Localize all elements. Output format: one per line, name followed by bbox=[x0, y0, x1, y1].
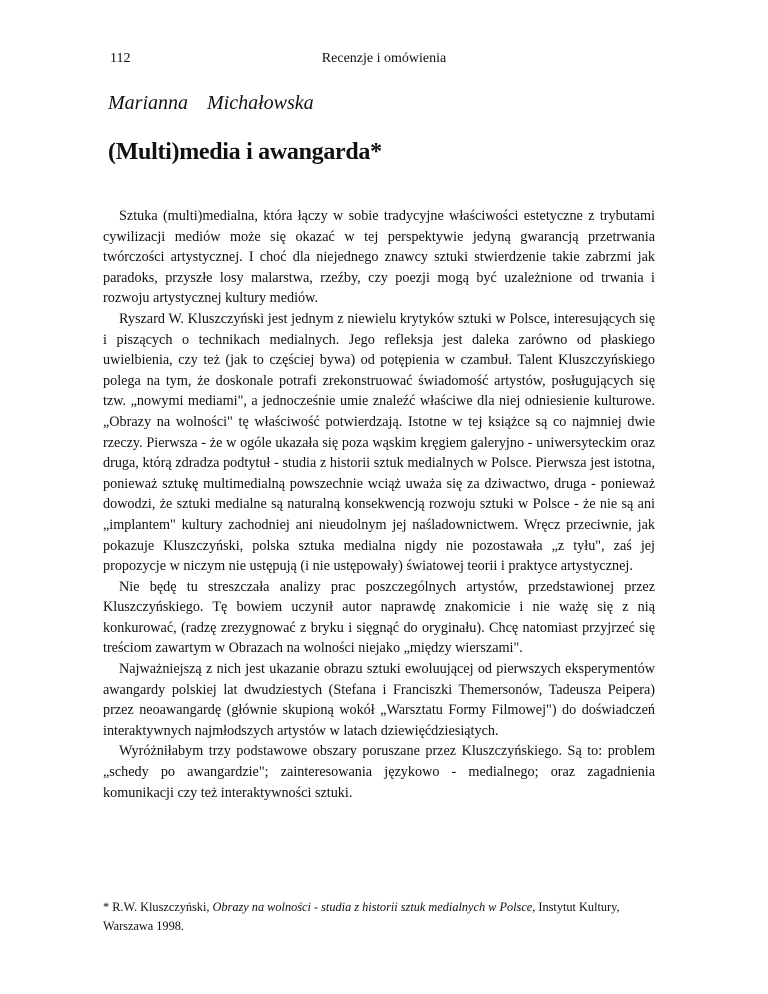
footnote-book-title: Obrazy na wolności - studia z historii sztuk medialnych w Polsce, bbox=[212, 900, 536, 914]
page-number: 112 bbox=[110, 51, 131, 66]
paragraph: Sztuka (multi)medialna, która łączy w sobie tradycyjne właściwości estetyczne z trybutami cywilizacji mediów może się okazać w tej perspektywie jedyną gwarancją przetrwania twórczości artystycznej. I choć dla niejednego znawcy sztuki stwierdzenie takie zabrzmi jak paradoks, przyszłe losy malarstwa, rzeźby, czy poezji mogą być uzależnione od trwania i rozwoju artystycznej kultury mediów. bbox=[103, 208, 655, 307]
footnote bbox=[103, 898, 655, 936]
article-title: (Multi)media i awangarda* bbox=[108, 139, 382, 165]
paragraph: Ryszard W. Kluszczyński jest jednym z niewielu krytyków sztuki w Polsce, interesujących się i piszących o technikach medialnych. Jego refleksja jest daleka zarówno od płaskiego uwielbienia, czy też (jak to częściej bywa) od potępienia w czambuł. Talent Kluszczyńskiego polega na tym, że doskonale potrafi zrekonstruować świadomość artystów, posługujących się tzw. „nowymi mediami", a jednocześnie umie znaleźć właściwe dla niej odniesienie kulturowe. „Obrazy na wolności" tę właściwość potwierdzają. Istotne w tej książce są co najmniej dwie rzeczy. Pierwsza - że w ogóle ukazała się poza wąskim kręgiem galeryjno - uniwersyteckim oraz druga, którą zdradza podtytuł - studia z historii sztuk medialnych w Polsce. Pierwsza jest istotna, ponieważ sztukę multimedialną powszechnie wciąż uważa się za dziwactwo, druga - ponieważ dowodzi, że sztuki medialne są naturalną konsekwencją rozwoju sztuki w Polsce - że nie są ani „implantem" kultury zachodniej ani nieudolnym jej naśladownictwem. Wręcz przeciwnie, jak pokazuje Kluszczyński, polska sztuka medialna nigdy nie pozostawała „z tyłu", zaś jej propozycje w niczym nie ustępują (i nie ustępowały) światowej teorii i praktyce artystycznej. bbox=[103, 310, 655, 575]
paragraph: Nie będę tu streszczała analizy prac poszczególnych artystów, przedstawionej przez Kluszczyńskiego. Tę bowiem uczynił autor naprawdę znakomicie i nie ważę się z nią konkurować, (radzę zrezygnować z bryku i sięgnąć do oryginału). Chcę natomiast przyjrzeć się treściom zawartym w Obrazach na wolności niejako „między wierszami". bbox=[103, 578, 655, 657]
author-name: Marianna Michałowska bbox=[108, 92, 314, 114]
article-body bbox=[103, 206, 655, 803]
running-head: Recenzje i omówienia bbox=[321, 51, 447, 66]
paragraph: Wyróżniłabym trzy podstawowe obszary poruszane przez Kluszczyńskiego. Są to: problem „schedy po awangardzie"; zainteresowania językowo - medialnego; oraz zagadnienia komunikacji czy też interaktywności sztuki. bbox=[103, 743, 655, 801]
footnote-prefix: * R.W. Kluszczyński, bbox=[103, 900, 213, 914]
paragraph: Najważniejszą z nich jest ukazanie obrazu sztuki ewoluującej od pierwszych eksperymentów awangardy polskiej lat dwudziestych (Stefana i Franciszki Themersonów, Tadeusza Peipera) przez neoawangardę (głównie skupioną wokół „Warsztatu Formy Filmowej") do doświadczeń interaktywnych najmłodszych artystów w latach dziewięćdziesiątych. bbox=[103, 661, 655, 739]
footnote-suffix: Instytut Kultury, Warszawa 1998. bbox=[103, 900, 620, 933]
